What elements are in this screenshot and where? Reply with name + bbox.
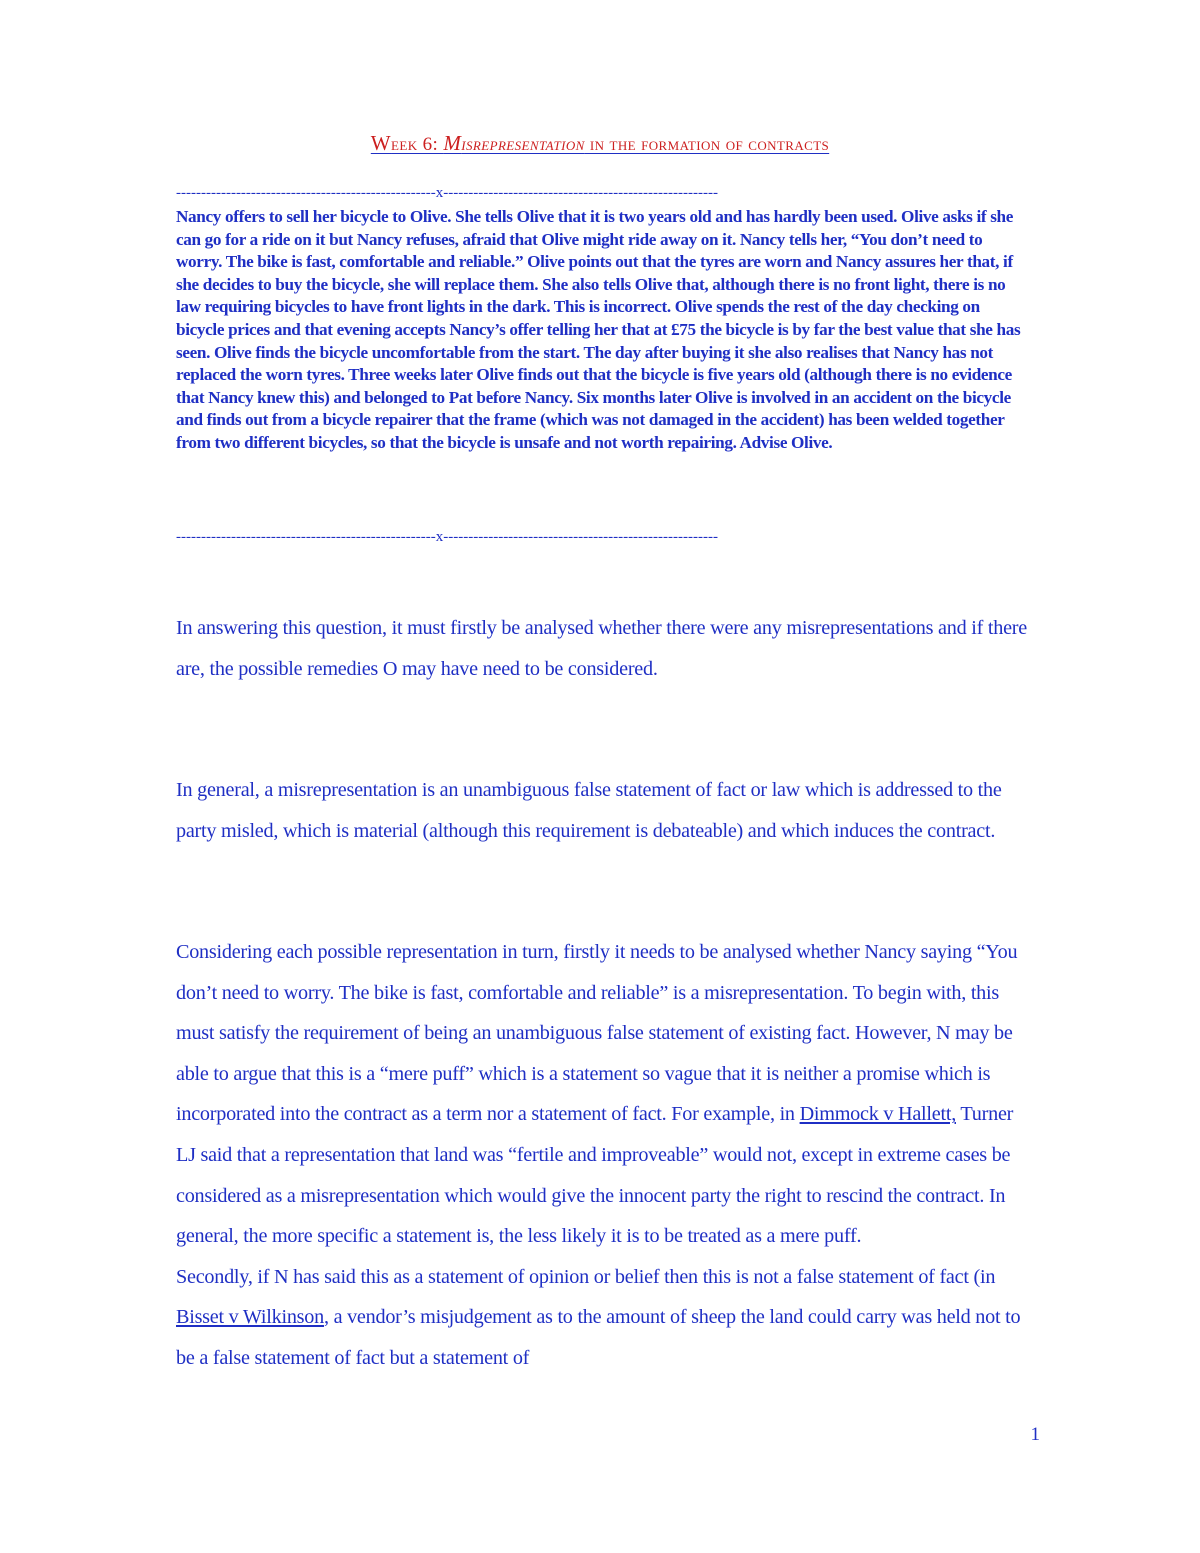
document-heading (0, 131, 1200, 156)
case-citation-dimmock[interactable]: Dimmock v Hallett, (799, 1103, 956, 1126)
heading-topic-rest: isrepresentation (461, 134, 585, 155)
problem-divider-bottom: ----------------------------------------------------x------------------------------------------------------- (176, 529, 718, 545)
heading-topic-initial: M (443, 131, 462, 155)
analysis-text-part-1: Considering each possible representation in turn, firstly it needs to be analysed whether Nancy saying “You don’t need to worry. The bike is fast, comfortable and reliable” is a misrepresentation. To begin with, this must satisfy the requirement of being an unambiguous false statement of existing fact. However, N may be able to argue that this is a “mere puff” which is a statement so vague that it is neither a promise which is incorporated into the contract as a term nor a statement of fact. For example, in (176, 941, 1018, 1126)
analysis-text-part-2: Turner LJ said that a representation that land was “fertile and improveable” would not, except in extreme cases be considered as a misrepresentation which would give the innocent party the right to rescind the contract. In general, the more specific a statement is, the less likely it is to be treated as a mere puff. (176, 1103, 1014, 1248)
analysis-text-part-4: , a vendor’s misjudgement as to the amount of sheep the land could carry was held not to be a false statement of fact but a statement of (176, 1306, 1021, 1369)
heading-tail: in the formation of contracts (584, 134, 830, 155)
problem-question: Nancy offers to sell her bicycle to Olive. She tells Olive that it is two years old and has hardly been used. Olive asks if she can go for a ride on it but Nancy refuses, afraid that Olive might ride away on it. Nancy tells her, “You don’t need to worry. The bike is fast, comfortable and reliable.” Olive points out that the tyres are worn and Nancy assures her that, if she decides to buy the bicycle, she will replace them. She also tells Olive that, although there is no front light, there is no law requiring bicycles to have front lights in the dark. This is incorrect. Olive spends the rest of the day checking on bicycle prices and that evening accepts Nancy’s offer telling her that at £75 the bicycle is by far the best value that she has seen. Olive finds the bicycle uncomfortable from the start. The day after buying it she also realises that Nancy has not replaced the worn tyres. Three weeks later Olive finds out that the bicycle is five years old (although there is no evidence that Nancy knew this) and belonged to Pat before Nancy. Six months later Olive is involved in an accident on the bicycle and finds out from a bicycle repairer that the frame (which was not damaged in the accident) has been welded together from two different bicycles, so that the bicycle is unsafe and not worth repairing. Advise Olive. (176, 207, 1021, 452)
heading-week-initial: W (370, 131, 392, 155)
answer-paragraph-definition: In general, a misrepresentation is an unambiguous false statement of fact or law which is addressed to the party misled, which is material (although this requirement is debateable) and which induces the contract. (176, 779, 1002, 842)
heading-week-rest: eek 6: (391, 134, 444, 155)
problem-divider-top: ----------------------------------------------------x------------------------------------------------------- (176, 185, 718, 201)
page-number: 1 (1030, 1424, 1040, 1445)
answer-paragraph-analysis (176, 932, 1036, 1379)
analysis-text-part-3: Secondly, if N has said this as a statement of opinion or belief then this is not a false statement of fact (in (176, 1265, 996, 1288)
answer-paragraph-intro: In answering this question, it must firstly be analysed whether there were any misrepresentations and if there are, the possible remedies O may have need to be considered. (176, 617, 1027, 680)
case-citation-bisset[interactable]: Bisset v Wilkinson (176, 1306, 324, 1329)
